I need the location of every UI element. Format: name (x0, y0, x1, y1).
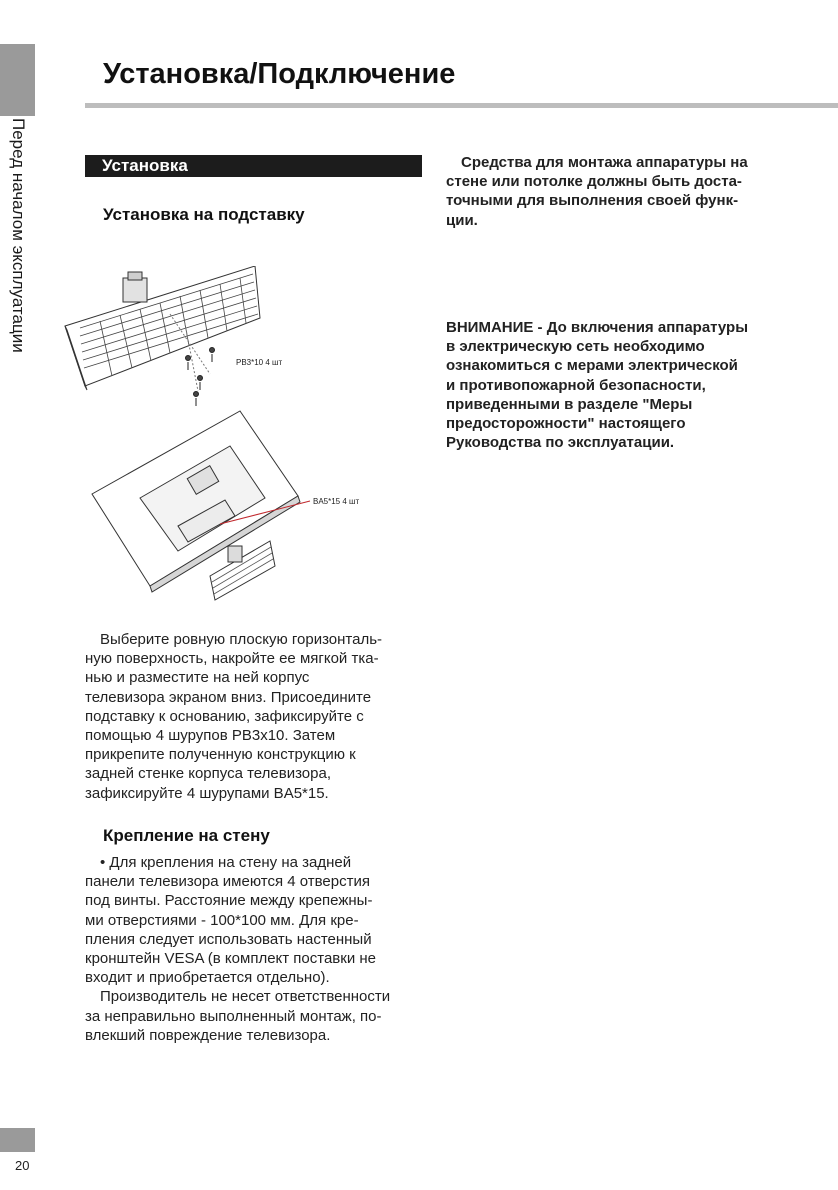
page-title: Установка/Подключение (103, 58, 456, 90)
screw-label-2: BA5*15 4 шт (313, 497, 360, 506)
screw-label-1: PB3*10 4 шт (236, 358, 283, 367)
title-divider (85, 103, 838, 108)
wall-mount-heading: Крепление на стену (103, 826, 270, 845)
stand-heading: Установка на подставку (103, 205, 305, 224)
page-number-marker (0, 1128, 35, 1152)
section-header (85, 155, 422, 177)
stand-instructions: Выберите ровную плоскую горизонталь- ную поверхность, накройте ее мягкой тка- нью и разместите на ней корпус телевизора экраном вниз. Присоедините подставку к основанию, зафиксируйте с помощью 4 шурупов PB3x10. Затем прикрепите полученную конструкцию к задней стенке корпуса телевизора, зафиксируйте 4 шурупами BA5*15. (85, 631, 383, 802)
side-tab-marker (0, 44, 35, 116)
stand-assembly-illustration (60, 266, 440, 606)
page-number: 20 (15, 1158, 30, 1173)
side-tab-label: Перед началом эксплуатации (8, 118, 28, 353)
mounting-note: Средства для монтажа аппаратуры на стене или потолке должны быть доста- точными для выполнения своей функ- ции. (446, 154, 748, 229)
section-header-label: Установка (102, 156, 188, 175)
safety-warning: ВНИМАНИЕ - До включения аппаратуры в электрическую сеть необходимо ознакомиться с мерами электрической и противопожарной безопасности, приведенными в разделе "Меры предосторожности" настоящего Руководства по эксплуатации. (446, 319, 748, 452)
stand-base-drawing (65, 266, 260, 390)
wall-mount-instructions: • Для крепления на стену на задней панели телевизора имеются 4 отверстия под винты. Расстояние между крепежны- ми отверстиями - 100*100 мм. Для кре- пления следует использовать настенный кронштейн VESA (в комплект поставки не входит и приобретается отдельно). Производитель не несет ответственности за неправильно выполненный монтаж, по- влекший повреждение телевизора. (85, 854, 391, 1044)
